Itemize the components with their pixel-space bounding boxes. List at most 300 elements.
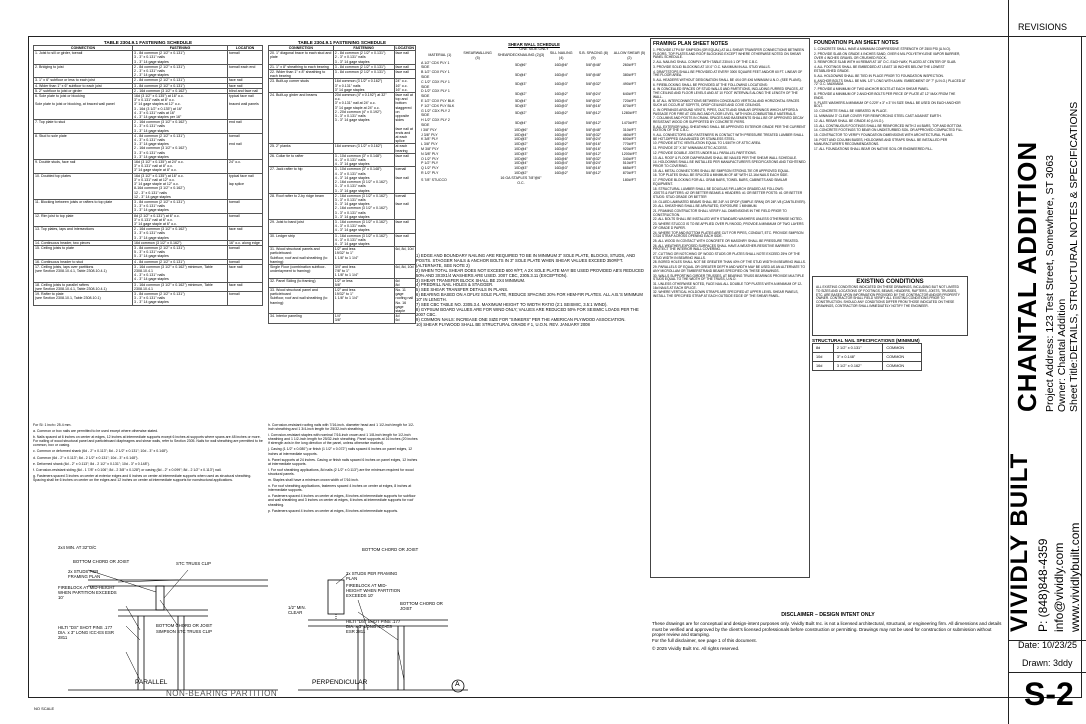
table-cell: 3 - 8d common (2 1/2" x 0.131") 3 - 3" x 0.131" nails 3 - 3" 14 gage staples <box>133 51 228 65</box>
shear-cell: L 3/8" PLY <box>421 142 438 147</box>
footnote: k. Panel supports at 24 inches. Casing or finish nails spaced 6 inches on panel edges, 12 inches at intermediate supports. <box>268 457 418 466</box>
framing-note: A. IN CONCEALED SPACES OF STUD WALLS AND PARTITIONS, INCLUDING FURRED SPACES, AT THE CEILING AND FLOOR LEVELS AND AT 10 FOOT INTERVALS ALONG THE LENGTH OF THE WALL. <box>653 87 804 99</box>
table1-header: CONNECTION <box>34 46 133 51</box>
table-cell: 28. Roof rafter to 2-by ridge beam <box>269 193 334 219</box>
shear-cell: 16D@2" <box>554 91 568 96</box>
shear-note: 9) COMMON NAILS: INCREASE ONE SIZE FOR "SINKERS" PER THE AMERICAN PLYWOOD ASSOCIATION. <box>416 316 626 322</box>
existing-title: EXISTING CONDITIONS <box>856 279 924 285</box>
shear-cell: C 1/2" CDX PLY 1 SIDE <box>421 79 450 89</box>
nail-spec-table <box>812 343 922 371</box>
framing-note: 2. ALL NAILING SHALL COMPLY WITH TABLE 2304.9.1 OF THE C.B.C. <box>653 60 759 65</box>
framing-note: 10. PROVIDE ATTIC VENTILATION EQUAL TO 1/150TH OF ATTIC AREA. <box>653 141 762 146</box>
framing-note: 20. ALL SHEATHING SHALL BE APA RATED, EXPOSURE 1 MINIMUM. <box>653 204 758 209</box>
table-cell: 5. 2" subfloor to joist or girder <box>34 88 133 93</box>
shear-cell: 16D@3" <box>554 151 568 156</box>
shear-cell: 16D@2" <box>554 170 568 175</box>
detail-note: FIREBLOCK AT MID-HEIGHT WHEN PARTITION EXCEEDS 10' <box>58 585 117 600</box>
footnote: j. Casing (1 1/2" x 0.080") or finish (1 1/2" x 0.072") nails spaced 6 inches on panel edges, 12 inches at intermediate supports. <box>268 447 413 456</box>
shear-cell: D 1/2" CDX PLY 1 SIDE <box>421 89 450 99</box>
detail-label-perpendicular: PERPENDICULAR <box>312 679 368 686</box>
table-cell: 17. Ceiling joists, laps over partitions (see Section 2308.10.4.1, Table 2308.10.4.1) <box>34 264 133 282</box>
framing-note: 21. FRAMING CONTRACTOR SHALL VERIFY ALL DIMENSIONS IN THE FIELD PRIOR TO CONSTRUCTION. <box>653 209 787 217</box>
shear-cell: 5/8"@12" <box>585 120 602 125</box>
table-cell: 3 - 16d common (3 1/2" x 0.162") minimum, Table 2308.10.4.1 4 - 3" x 0.131" nails 4 - 3" 14 gage staples <box>133 264 228 282</box>
table-cell: 3 - 8d common (2 1/2" x 0.131") <box>133 83 228 88</box>
detail-label-parallel: PARALLEL <box>135 679 168 686</box>
table-row <box>269 287 416 313</box>
framing-note: 11. PROVIDE 22" X 30" MINIMUM ATTIC ACCESS. <box>653 146 728 151</box>
framing-note: 5. ALL HEADERS WITHOUT DESIGNATION SHALL BE 4X4 OR 4X6 MINIMUM U.N.O. (SEE PLANS). <box>653 77 802 82</box>
disclaimer-full: For the full disclaimer, see page 1 of this document. <box>652 637 757 643</box>
foundation-note: 14. CONCRETE FOOTINGS TO BEAR ON UNDISTURBED SOIL OR APPROVED COMPACTED FILL. <box>814 128 964 133</box>
table2-title: TABLE 2304.9.1 FASTENING SCHEDULE <box>297 40 387 45</box>
foundation-note: 6. ANCHOR BOLTS SHALL BE MIN. 1/2" LONG WITH A MIN. EMBEDMENT OF 7" (U.N.O.) PLACED AT 72" O.C. MAXIMUM. <box>814 78 966 87</box>
table-cell: 16. Continuous header to stud <box>34 259 133 264</box>
shear-cell: A 1/2" CDX PLY 1 SIDE <box>421 60 450 70</box>
table-cell: face nail at top and bottom staggered on opposite sides face nail at ends and at each splice <box>394 93 416 144</box>
foundation-note: 7. PROVIDE A MINIMUM OF TWO ANCHOR BOLTS AT EACH SHEAR PANEL. <box>814 87 930 92</box>
company-web: www.vividlybuilt.com <box>1068 522 1082 632</box>
table-cell: face nail <box>228 83 263 88</box>
shear-cell: 5/8"@48" <box>585 72 602 77</box>
table-cell: toenail face nail <box>394 167 416 193</box>
table-cell: 1/2" and less 19/32" to 1" 1 1/8" to 1 1/4" <box>333 247 394 265</box>
table-cell: 16d common (3 1/2" x 0.162") <box>133 240 228 245</box>
shear-cell: K 3/8" PLY <box>421 137 439 142</box>
table-cell: face nail <box>394 51 416 65</box>
shear-cell: 260#/FT <box>622 62 637 67</box>
table-cell: No. 11 gage roofing nail No. 16 gage staple <box>394 287 416 313</box>
nail-spec-row <box>813 353 922 362</box>
table-cell: face nail <box>228 282 263 291</box>
shear-header: ALLOW SHEAR (5)(2) <box>613 51 646 60</box>
shear-cell: 310#/FT <box>622 127 637 132</box>
table-cell: 2 - 16d common (3 1/2" x 0.162") 3 - 3" x 0.131" nails 3 - 3" 14 gage staples 2 - 16d common (3 1/2" x 0.162") 3 - 3" x 0.131" nails 3 - 3" 14 gage staples <box>333 193 394 219</box>
shear-cell: S 7/8" STUCCO <box>421 178 447 183</box>
table-cell: 3. 1" x 6" subfloor or less to each joist <box>34 78 133 83</box>
table-cell: 24" o.c. <box>228 160 263 174</box>
table-cell: 2 - 16d common (3 1/2" x 0.162") 3 - 3" x 0.131" nails 3 - 3" 14 gage staples <box>133 120 228 134</box>
table-cell: 10. Doubled top plates <box>34 173 133 199</box>
shear-cell: R 1/2" PLY <box>421 170 439 175</box>
table-cell: 2. Bridging to joist <box>34 64 133 78</box>
shear-row <box>420 89 648 99</box>
existing-conditions-box <box>812 276 968 336</box>
footnote: h. Corrosion-resistant roofing nails with 7/16-inch- diameter head and 1 1/2-inch length for 1/2-inch sheathing and 1 3/4-inch length for 25/32-inch sheathing. <box>268 423 415 432</box>
table-cell: 8d (2 1/2" x 0.131") at 6" o.c. 3" x 0.131" nail at 6" o.c. 3" 14 gage staple at 6" o.c. <box>133 213 228 227</box>
shear-cell: 16D@4" <box>554 120 568 125</box>
table-row <box>34 51 263 65</box>
framing-note: 29. PARALLELS OF EQUAL OR GREATER DEPTH AND WIDTH MAY BE USED AS AN ALTERNATE TO ANY MICROLLAM OR TIMBERSTRAND BEAMS SPECIFIED ON THESE DRAWINGS. <box>653 265 806 273</box>
shear-cell: 600#/FT <box>622 137 637 142</box>
table-row <box>269 247 416 265</box>
table-cell: 19. Rafter to plate (see Section 2308.10.1, Table 2308.10.1) <box>34 291 133 305</box>
framing-note: 15. ALL METAL CONNECTORS SHALL BE SIMPSON STRONG-TIE OR APPROVED EQUAL. <box>653 168 790 173</box>
table-row <box>34 259 263 264</box>
nail-spec-cell: 3" x 0.148" <box>833 353 882 362</box>
shear-note: 3) SHEAR TRANSFER BLOCK SHALL BE 2X4 MINIMUM. <box>416 277 526 283</box>
foundation-notes-box <box>812 38 968 274</box>
shear-cell: 10D@2" <box>514 142 528 147</box>
shear-cell: G 1/2" CDX PLY 2 SIDE <box>421 108 451 118</box>
table-row <box>34 173 263 199</box>
shear-cell: 380#/FT <box>622 72 637 77</box>
table-row <box>269 278 416 287</box>
shear-cell <box>460 70 496 80</box>
shear-cell: 16D@4" <box>554 146 568 151</box>
foundation-note: 12. ALL REBAR SHALL BE GRADE 40 (U.N.O.). <box>814 118 885 123</box>
table1-footnotes <box>33 423 263 484</box>
table-cell: face nail <box>394 219 416 233</box>
table-cell: 2 - 16d common (3 1/2" x 0.162") 3 - 3" x 0.131" nails 3 - 3" 14 gage staples <box>133 227 228 241</box>
detail-note: SIMPSON STC TRUSS CLIP <box>156 629 213 634</box>
detail-note: BOTTOM CHORD OR JOIST <box>73 559 130 564</box>
table-row <box>269 219 416 233</box>
framing-note: 17. PROVIDE BLOCKING FOR ALL GRAB BARS, TOWEL BARS, CABINETS AND SIMILAR EQUIPMENT. <box>653 178 788 186</box>
framing-note: 23. WHERE STUCCO IS TO BE APPLIED OVER PLYWOOD, PROVIDE A MINIMUM OF TWO LAYERS OF GRADE D PAPER. <box>653 222 804 230</box>
footnote: n. For roof sheathing applications, fasteners spaced 4 inches on center at edges, 8 inches at intermediate supports. <box>268 484 412 493</box>
table-row <box>34 264 263 282</box>
foundation-note: 11. MINIMUM 3" CLEAR COVER FOR REINFORCING STEEL CAST AGAINST EARTH. <box>814 113 942 118</box>
framing-note: 7. COLUMNS AND POSTS IN CRAWL SPACES AND BASEMENTS SHALL BE OF APPROVED DECAY RESISTANT WOOD OR SUPPORTED BY CONCRETE PIERS. <box>653 116 804 124</box>
shear-cell: P 1/2" PLY <box>421 161 439 166</box>
nail-spec-cell: 16d <box>813 362 834 371</box>
project-title: CHANTAL ADDITION <box>1012 140 1042 412</box>
detail-note: BOTTOM CHORD OR JOIST <box>400 601 443 611</box>
shear-note: 6) BEARING BASED ON A DFL#2 SOLE PLATE, REDUCE SPACING 20% FOR HEM-FIR PLATES. ALL A.B.'S MINIMUM 10" IN LENGTH. <box>416 292 643 303</box>
disclaimer-box <box>652 612 1004 652</box>
shear-cell: 665#/FT <box>622 166 637 171</box>
table-cell: face nail <box>228 78 263 83</box>
table-cell: face nail <box>394 153 416 167</box>
shear-cell: 16D@6" <box>554 127 568 132</box>
framing-note: 3. PROVIDE SOLID BLOCKING AT 10'-0" O.C. MAXIMUM IN ALL STUD WALLS. <box>653 64 771 69</box>
framing-note: 26. ALL WEATHER-EXPOSED SURFACES SHALL HAVE A WEATHER-RESISTIVE BARRIER TO PROTECT THE INTERIOR WALL COVERING. <box>653 243 795 252</box>
footnote: p. Fasteners spaced 4 inches on center at edges, 8 inches at intermediate supports. <box>268 508 399 513</box>
table-cell: 1/4" 3/8" <box>333 314 394 323</box>
shear-cell: 5/8"@16" <box>585 166 602 171</box>
table-cell: 34. Interior paneling <box>269 314 334 323</box>
table-cell: 1/2" or less 5/8" <box>333 278 394 287</box>
shear-cell: 770#/FT <box>622 142 637 147</box>
framing-title: FRAMING PLAN SHEET NOTES <box>653 41 729 47</box>
table-cell: toenail <box>228 291 263 305</box>
framing-note: 32. WHERE VERTICAL HOLDOWN STRAPS ARE SPECIFIED AT UPPER LEVEL SHEAR PANELS, INSTALL THE SPECIFIED STRAP AT EACH OUTSIDE EDGE OF THE SHEAR PANEL. <box>653 290 799 299</box>
shear-title: SHEAR WALL SCHEDULE <box>508 42 560 47</box>
framing-note: 4. DRAFTSTOPS SHALL BE PROVIDED AT EVERY 3000 SQUARE FEET AND/OR 60 FT. LINEAR OF THE FLOOR AREA. <box>653 69 803 78</box>
table-row <box>34 227 263 241</box>
shear-note: 1) EDGE AND BOUNDARY NAILING ARE REQUIRED TO BE IN MINIMUM 3" SOLE PLATE, BLOCKS, STUDS, AND POSTS. STAGGER NAILS & ANCHOR BOLTS IN 3" SOLE PLATE WHEN SHEAR VALUES EXCEED 350#/FT. (ALTERNATE, SEE NOTE 2) <box>416 253 636 268</box>
company-phone: P: (848)848-4359 <box>1036 538 1050 632</box>
shear-grid <box>420 51 648 185</box>
nail-spec-box <box>812 338 968 371</box>
table-cell: 16" o.c. along edge <box>228 240 263 245</box>
shear-cell: 5D@4" <box>515 72 527 77</box>
table-cell: 16d (3 1/2" x 0.135") at 16" o.c. 3" x 0.131" nail at 12" o.c. 3" 14 gage staple at 12" o.c. 8-16d common (3 1/2" x 0.162") 12 - 3" x 0.131" nails 12 - 3" 14 gage staples <box>133 173 228 199</box>
shear-cell: 5/8"@24" <box>585 137 602 142</box>
shear-header: SHEARDECKNAILING (2)(3) <box>497 53 545 58</box>
fastening-schedule-1 <box>33 40 263 306</box>
table-row <box>34 133 263 159</box>
table-cell: toenail <box>228 51 263 65</box>
table-row <box>269 93 416 144</box>
shear-note: 8) GYPSUM BOARD VALUES ARE FOR WIND ONLY; VALUES ARE REDUCED 50% FOR SEISMIC LOADS PER THE 2007 CBC. <box>416 306 639 317</box>
table-cell: 2 - 16d common (3 1/2" x 0.162") <box>133 88 228 93</box>
table-cell: face nail <box>228 264 263 282</box>
framing-note: B. AT ALL INTERCONNECTIONS BETWEEN CONCEALED VERTICAL AND HORIZONTAL SPACES SUCH AS OCCUR AT SOFFITS, DROP CEILINGS AND COVE CEILINGS. <box>653 99 800 108</box>
shear-cell: 16D@6" <box>554 156 568 161</box>
table-cell: 1/2" and less 19/32" to 1" 1 1/8" to 1 1/4" <box>333 287 394 313</box>
copyright: © 2025 Vividly Built Inc. All rights reserved. <box>652 646 740 652</box>
shear-row <box>420 109 648 119</box>
framing-note: 27. CUTTING OR NOTCHING OF WOOD STUDS OR PLATES SHALL NOTE EXCEED 25% OF THE STUD WIDTH IN BEARING WALLS. <box>653 252 800 260</box>
footnote: i. Corrosion-resistant staples with nominal 7/16-inch crown and 1 1/8-inch length for 1/2-inch sheathing and 1 1/2-inch length for 25/32-inch sheathing. Panel supports at 16 inches (20 inches if strength axis in the long direction of the panel, unless otherwise marked). <box>268 433 418 446</box>
table2-header: LOCATION <box>395 46 414 50</box>
revisions-title: REVISIONS <box>1018 22 1068 32</box>
nail-spec-cell: 8d <box>813 344 834 353</box>
shear-cell: 5/8"@48" <box>585 127 602 132</box>
shear-cell: 16D@4" <box>554 161 568 166</box>
table2-header: FASTENING <box>333 46 394 51</box>
shear-cell: 180#/FT <box>622 178 637 183</box>
table-cell: 31. Wood structural panels and particleboard: Subfloor, roof and wall sheathing (to framing): <box>269 247 334 265</box>
shear-cell: 5/8"@32" <box>585 98 602 103</box>
table-row <box>269 70 416 79</box>
table-row <box>269 153 416 167</box>
sheet-number: S-2 <box>1024 676 1074 712</box>
shear-cell: 10D@2" <box>514 170 528 175</box>
detail-note: BOTTOM CHORD OR JOIST <box>362 547 419 552</box>
shear-cell: 5/8"@16" <box>585 103 602 108</box>
shear-cell: 5D@6" <box>515 62 527 67</box>
nail-spec-cell: COMMON <box>883 344 922 353</box>
shear-cell: 16D@2" <box>554 142 568 147</box>
table-cell: 18. Ceiling joists to parallel rafters (see Section 2308.10.4.1, Table 2308.10.4.1) <box>34 282 133 291</box>
table-cell: 27. Jack rafter to hip <box>269 167 334 193</box>
table-cell: 2 - 8d common (2 1/2" x 0.131") 2 - 3" x 0.131" nails 3 - 3" 14 gage staples <box>333 51 394 65</box>
shear-cell: 5/8"@12" <box>585 110 602 115</box>
detail-note: STC TRUSS CLIP <box>176 561 212 566</box>
shear-cell: 5/8"@24" <box>585 161 602 166</box>
shear-cell: 720#/FT <box>622 98 637 103</box>
foundation-note: 5. ALL HOLDOWNS SHALL BE TIED IN PLACE PRIOR TO FOUNDATION INSPECTION. <box>814 73 944 78</box>
shear-cell: 16D@3" <box>554 166 568 171</box>
table-cell: 2 - 8d common (2 1/2" x 0.131") 2 - 3" x 0.131" nails 2 - 3" 14 gage staples <box>133 64 228 78</box>
shear-cell: 10D@4" <box>514 161 528 166</box>
detail-callout-label: A <box>455 681 460 688</box>
revisions-header <box>1008 0 1086 37</box>
table-cell: toenail each end <box>228 64 263 78</box>
table-cell: 4d 6d <box>394 314 416 323</box>
table-row <box>34 64 263 78</box>
existing-text: ALL EXISTING CONDITIONS INDICATED ON THESE DRAWINGS, INCLUDING BUT NOT LIMITED TO SIZES AND LOCATIONS OF FOOTINGS, BEAMS, HEADERS, RAFTERS, JOISTS, TRUSSES, ETC. ARE BASED UPON INFORMATION PROVIDED BY THE CONTRACTOR AND/OR PROPERTY OWNER. CONTRACTOR SHALL FIELD VERIFY ALL EXISTING CONDITIONS PRIOR TO CONSTRUCTION. SHOULD ANY CONDITIONS DIFFER FROM THOSE INDICATED ON THESE DRAWINGS, CONTRACTOR SHALL IMMEDIATELY NOTIFY THE ENGINEER. <box>816 285 960 308</box>
shear-cell: I 3/8" PLY <box>421 127 437 132</box>
shear-cell: 16D@3" <box>554 137 568 142</box>
table-cell: 3 - 16d common (3 1/2" x 0.162") minimum, Table 2308.10.4.1 <box>133 282 228 291</box>
foundation-note: 4. ALL FOOTINGS SHALL BE EMBEDDED AT LEAST 18 INCHES BELOW THE LOWEST ESTABLISHED GRADE. <box>814 65 945 73</box>
framing-note: 19. GLUED LAMINATED BEAMS SHALL BE 24F-V4 DF/DF (SIMPLE SPAN) OR 24F-V8 (CANTILEVER). <box>653 199 806 204</box>
shear-note: 4) PREDRILL NAIL HOLES & STAGGER. <box>416 282 494 288</box>
table-cell: 3 - 16d common (3 1/2" x 0.162") 4 - 3" x 0.131" nails 4 - 3" 14 gage staples <box>333 233 394 247</box>
framing-note: 18. STRUCTURAL LUMBER SHALL BE DOUGLAS FIR-LARCH GRADED AS FOLLOWS: <box>653 186 784 191</box>
table-cell: 30. Ledger strip <box>269 233 334 247</box>
date-label: Date: 10/23/25 <box>1018 640 1078 650</box>
shear-cell: O 1/2" PLY <box>421 156 439 161</box>
footnote: f. Corrosion-resistant siding (6d - 1 7/8" x 0.106"; 8d - 2 3/8" x 0.128") or casing (6d - 2" x 0.099"; 8d - 2 1/2" x 0.113") nail. <box>33 467 222 472</box>
nail-spec-cell: 3 1/2" x 0.162" <box>833 362 882 371</box>
shear-cell: 5/8"@16" <box>585 146 602 151</box>
table-cell: 1. Joist to sill or girder, toenail <box>34 51 133 65</box>
table-cell: face nail <box>394 233 416 247</box>
footnote: b. Nails spaced at 6 inches on center at edges, 12 inches at intermediate supports except 6 inches at supports where spans are 48 inches or more. For nailing of wood structural panel and particleboard diaphragms and shear walls, refer to Section 2305. Nails for wall sheathing are permitted to be common, box or casing. <box>33 435 263 448</box>
shear-cell <box>460 176 496 186</box>
table-row <box>34 245 263 259</box>
table-cell: 13. Top plates, laps and intersections <box>34 227 133 241</box>
shear-cell: 5/8"@32" <box>585 156 602 161</box>
detail-title: NON-BEARING PARTITION <box>166 689 278 698</box>
company-name: VIVIDLY BUILT <box>1006 452 1033 632</box>
table2-footnotes <box>268 423 418 515</box>
table-cell: toenail <box>228 259 263 264</box>
nail-spec-cell: COMMON <box>883 362 922 371</box>
framing-note: 13. ALL ROOF & FLOOR DIAPHRAGMS SHALL BE NAILED PER THE SHEAR WALL SCHEDULE. <box>653 155 798 160</box>
shear-cell: 5/8"@32" <box>585 132 602 137</box>
project-address: Project Address: 123 Test Street, Somewhere, ST 3063 <box>1044 154 1056 412</box>
footnote: o. Fasteners spaced 4 inches on center at edges, 8 inches at intermediate supports for subfloor and wall sheathing and 3 inches on center at edges, 6 inches at intermediate supports for roof sheathing. <box>268 494 416 507</box>
drawn-label: Drawn: 3ddy <box>1022 658 1073 668</box>
shear-cell: Q 1/2" PLY <box>421 166 439 171</box>
detail-note: 1/2" MIN. CLEAR <box>288 605 306 615</box>
table-cell: 15. Ceiling joists to plate <box>34 245 133 259</box>
framing-note: 6. FIREBLOCKING SHALL BE PROVIDED AT THE FOLLOWING LOCATIONS: <box>653 82 768 87</box>
detail-note: 2x4 MIN. AT 32"O/C <box>58 545 97 550</box>
table-cell: 6d, 8d, 10d <box>394 247 416 265</box>
framing-note: 22. ALL BOLTS SHALL BE INSTALLED WITH STANDARD WASHERS UNLESS OTHERWISE NOTED. <box>653 217 803 222</box>
shear-cell: 460#/FT <box>622 132 637 137</box>
title-block-line-2 <box>1008 672 1086 673</box>
shear-cell: J 3/8" PLY <box>421 132 438 137</box>
table-cell: toenail <box>228 199 263 213</box>
table-cell: 2 - 8d common (2 1/2" x 0.131") <box>133 78 228 83</box>
framing-notes-list <box>651 49 809 299</box>
table-cell: 4. Wider than 1" x 6" subfloor to each joist <box>34 83 133 88</box>
table-cell: typical face nail lap splice <box>228 173 263 199</box>
table-cell: 33. Wood structural panel and particleboard Subfloor, roof and wall sheathing (to framing): <box>269 287 334 313</box>
table-cell: 16d common (3 1/2" x 0.162") 3" x 0.131" nails 3" 14 gage staples <box>333 79 394 93</box>
detail-note: HILTI "DS" SHOT PINS .177 DIA. x 3" LONG ICC-ES ESR 2811 <box>346 619 401 634</box>
framing-note: 16. TOP PLATES SHALL BE SPLICED A MINIMUM OF 48" WITH 12-16d NAILS EACH SIDE. <box>653 173 789 178</box>
shear-notes <box>416 254 648 328</box>
table-cell: 32. Panel Siding (to framing) <box>269 278 334 287</box>
shear-header: MATERIAL (1) <box>428 53 452 58</box>
table-cell: 16d common (3 1/2" x 0.162") <box>333 144 394 153</box>
nail-spec-row <box>813 362 922 371</box>
shear-cell: 870#/FT <box>622 103 637 108</box>
nail-spec-cell: COMMON <box>883 353 922 362</box>
table-cell: toenail <box>228 213 263 227</box>
shear-note: 10) SHEAR PLYWOOD SHALL BE STRUCTURAL GRADE # 1, U.O.N. REV. JANUARY 2008 <box>416 321 590 327</box>
shear-row <box>420 61 648 71</box>
shear-cell: 920#/FT <box>622 146 637 151</box>
table-cell: at each bearing <box>394 144 416 153</box>
framing-note: 9. ALL CONNECTORS AND FASTENERS IN CONTACT WITH PRESSURE TREATED LUMBER SHALL BE HOT-DIPPED GALVANIZED OR STAINLESS STEEL. <box>653 133 804 141</box>
table-row <box>269 167 416 193</box>
table-cell: 3 - 16d common (3 1/2" x 0.162") 4 - 3" x 0.131" nails 4 - 3" 14 gage staples <box>333 219 394 233</box>
table-row <box>269 193 416 219</box>
shear-header: S.B. SPACING (8)(9) <box>578 51 608 60</box>
detail-note: 2x STUDS PER FRAMING PLAN <box>346 571 398 581</box>
shear-cell: 5D@3" <box>515 103 527 108</box>
shear-cell: 5/8"@12" <box>585 151 602 156</box>
detail-note: HILTI "DS" SHOT PINS .177 DIA. x 3" LONG ICC-ES ESR 2811 <box>58 625 114 640</box>
shear-cell: 10D@3" <box>514 166 528 171</box>
foundation-note: 8. PROVIDE A MINIMUM OF 2 ANCHOR BOLTS PER PIECE OF PLATE AT 12" MAX FROM THE ENDS. <box>814 91 956 100</box>
shear-cell: F 1/2" CDX PLY BLK <box>421 103 455 108</box>
shear-cell: 10D@4" <box>514 132 528 137</box>
table-row <box>34 282 263 291</box>
table-cell: 8. Stud to sole plate <box>34 133 133 159</box>
table-cell: 14. Continuous header, two pieces <box>34 240 133 245</box>
table-row <box>269 79 416 93</box>
shear-cell: 10D@3" <box>514 151 528 156</box>
table-cell: face nail <box>394 64 416 69</box>
foundation-note: 10. CONCRETE SHALL BE VIBRATED IN PLACE. <box>814 109 888 114</box>
table-cell: 3 - 8d common (2 1/2" x 0.131") 3 - 3" x 0.131" nails 3 - 3" 14 gage staples <box>133 199 228 213</box>
shear-cell: 5/8"@12" <box>585 170 602 175</box>
footnote: a. Common or box nails are permitted to be used except where otherwise stated. <box>33 429 159 434</box>
framing-note: 24. WHERE TOP AND BOTTOM PLATES ARE CUT FOR PIPES, CONDUIT, ETC. PROVIDE SIMPSON CS16 STRAP ACROSS OPENING EACH SIDE. <box>653 230 804 239</box>
shear-cell: 5D@2" <box>515 91 527 96</box>
table-row <box>34 213 263 227</box>
shear-note: 2) WHEN TOTAL SHEAR DOES NOT EXCEED 600 #/FT, A 2X SOLE PLATE MAY BE USED PROVIDED AB'S REDUCED 50% AND 3X3X1/4 WASHERS ARE USED. 2007 CBC, 2305.3.11 (EXCEPTION). <box>416 267 644 278</box>
framing-note: 25. ALL WOOD IN CONTACT WITH CONCRETE OR MASONRY SHALL BE PRESSURE TREATED. <box>653 238 799 243</box>
table-cell: 16d (3 1/2" x 0.135") at 16" o.c. 3" x 0.131" nails at 8" o.c. 3" 14 gage staples at 12" o.c. 3 - 16d (3 1/2" x 0.135") at 16" 4 - 3" x 0.131" nails at 16" 4 - 3" 14 gage staples per 16" <box>133 94 228 120</box>
nail-spec-row <box>813 344 922 353</box>
table-cell: toenail <box>228 245 263 259</box>
shear-cell <box>460 109 496 119</box>
shear-cell: 5D@4" <box>515 98 527 103</box>
detail-note: 2x STUDS PER FRAMING PLAN <box>68 569 101 579</box>
table-cell: face nail <box>228 227 263 241</box>
nail-spec-cell: 2 1/2" x 0.131" <box>833 344 882 353</box>
shear-cell: 1280#/FT <box>621 110 638 115</box>
footnote: For SI: 1 inch= 25.4 mm. <box>33 423 72 427</box>
shear-cell: M 3/8" PLY <box>421 146 439 151</box>
table-row <box>269 233 416 247</box>
shear-row <box>420 176 648 186</box>
table-cell: typical face nail braced wall panels <box>228 94 263 120</box>
footnote: m. Staples shall have a minimum crown width of 7/16 inch. <box>268 478 359 483</box>
nail-spec-title: STRUCTURAL NAIL SPECIFICATIONS (MINIMUM) <box>812 338 920 343</box>
sheet-title: Sheet Title:DETAILS, STRUCTURAL NOTES & SPECIFICATIONS <box>1068 101 1080 412</box>
shear-cell <box>576 176 611 186</box>
table-cell: blind and face nail <box>228 88 263 93</box>
shear-cell: 5/8"@24" <box>585 91 602 96</box>
table1-title: TABLE 2304.9.1 FASTENING SCHEDULE <box>103 40 193 45</box>
shear-cell: H 1/2" CDX PLY 2 SIDE <box>421 118 450 127</box>
table-cell: 3 - 8d common (2 1/2" x 0.131") 5 - 3" x 0.131" nails 5 - 3" 14 gage staples <box>133 245 228 259</box>
table-cell: 16d (3 1/2" x 0.135") at 24" o.c. 3" x 0.131" nail at 8" o.c. 3" 14 gage staple at 8" o.c. <box>133 160 228 174</box>
shear-cell <box>460 61 496 71</box>
shear-cell: 870#/FT <box>622 170 637 175</box>
shear-cell: E 1/2" CDX PLY BLK <box>421 98 455 103</box>
detail-note: FIREBLOCK AT MID-HEIGHT WHEN PARTITION EXCEEDS 10' <box>346 583 401 598</box>
fastening-schedule-2 <box>268 40 416 324</box>
shear-cell: 16D@3" <box>554 103 568 108</box>
shear-cell: 640#/FT <box>622 91 637 96</box>
shear-cell: 10D@3" <box>514 137 528 142</box>
footnote: e. Deformed shank (6d - 2" x 0.113"; 8d - 2 1/2" x 0.131"; 10d - 3" x 0.148"). <box>33 461 150 466</box>
